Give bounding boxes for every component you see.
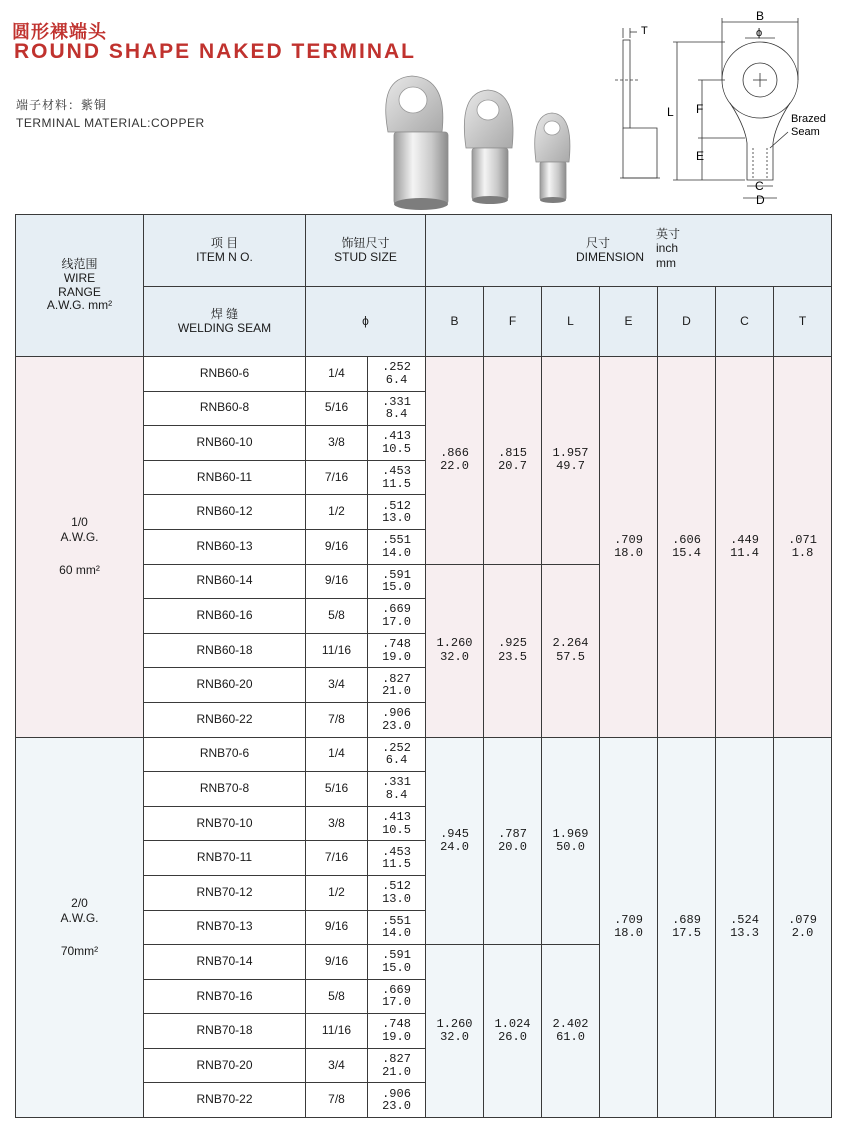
item-no-cell: RNB60-10 — [144, 426, 306, 461]
stud-size-cell: 9/16 — [306, 529, 368, 564]
title-chinese: 圆形裸端头 — [12, 22, 107, 42]
phi-value-cell: .906 23.0 — [368, 702, 426, 737]
stud-size-cell: 9/16 — [306, 564, 368, 599]
header-dimension: 尺寸 DIMENSION 英寸 inch mm — [426, 215, 832, 287]
dim-c-cell — [716, 357, 774, 738]
phi-value-cell: .906 23.0 — [368, 1083, 426, 1118]
dim-t-cell — [774, 357, 832, 738]
value-mm: 50.0 — [556, 839, 585, 854]
dim-l-cell — [542, 564, 600, 737]
stud-size-cell: 3/4 — [306, 668, 368, 703]
value-inch: 1.260 — [436, 1016, 473, 1031]
value-mm: 17.5 — [672, 926, 701, 941]
phi-value-cell: .827 21.0 — [368, 668, 426, 703]
value-mm: 20.7 — [498, 459, 527, 474]
value-inch: 1.957 — [552, 446, 589, 461]
material-chinese: 端子材料：紫铜 — [16, 98, 108, 112]
value-inch: .866 — [440, 446, 469, 461]
terminals-photo — [370, 70, 590, 215]
value-mm: 61.0 — [556, 1030, 585, 1045]
value-mm: 32.0 — [440, 649, 469, 664]
wire-range-cell: 2/0 A.W.G. 70mm² — [16, 737, 144, 1118]
value-inch: 1.260 — [436, 636, 473, 651]
dim-f-cell — [484, 357, 542, 565]
stud-size-cell: 5/16 — [306, 391, 368, 426]
value-inch: 2.264 — [552, 636, 589, 651]
item-no-cell: RNB70-6 — [144, 737, 306, 772]
item-no-cell: RNB70-18 — [144, 1014, 306, 1049]
phi-value-cell: .413 10.5 — [368, 426, 426, 461]
value-inch: .925 — [498, 636, 527, 651]
item-no-cell: RNB60-12 — [144, 495, 306, 530]
item-no-cell: RNB60-16 — [144, 599, 306, 634]
phi-value-cell: .252 6.4 — [368, 737, 426, 772]
value-mm: 32.0 — [440, 1030, 469, 1045]
dim-b-cell — [426, 564, 484, 737]
stud-size-cell: 1/2 — [306, 875, 368, 910]
stud-size-cell: 7/8 — [306, 1083, 368, 1118]
stud-size-cell: 5/8 — [306, 599, 368, 634]
value-inch: .071 — [788, 532, 817, 547]
dim-c-cell — [716, 737, 774, 1118]
item-no-cell: RNB60-14 — [144, 564, 306, 599]
stud-size-cell: 7/8 — [306, 702, 368, 737]
phi-value-cell: .252 6.4 — [368, 357, 426, 392]
header-col-d: D — [658, 287, 716, 357]
stud-size-cell: 3/4 — [306, 1048, 368, 1083]
header-col-t: T — [774, 287, 832, 357]
value-mm: 13.3 — [730, 926, 759, 941]
item-no-cell: RNB60-20 — [144, 668, 306, 703]
value-inch: 1.969 — [552, 826, 589, 841]
stud-size-cell: 3/8 — [306, 426, 368, 461]
phi-value-cell: .413 10.5 — [368, 806, 426, 841]
value-inch: .449 — [730, 532, 759, 547]
stud-size-cell: 1/2 — [306, 495, 368, 530]
phi-value-cell: .591 15.0 — [368, 564, 426, 599]
value-mm: 22.0 — [440, 459, 469, 474]
phi-value-cell: .512 13.0 — [368, 495, 426, 530]
phi-value-cell: .591 15.0 — [368, 945, 426, 980]
stud-size-cell: 5/8 — [306, 979, 368, 1014]
label-c: C — [755, 179, 764, 193]
value-inch: .709 — [614, 913, 643, 928]
dim-l-cell — [542, 737, 600, 945]
header-col-f: F — [484, 287, 542, 357]
dim-b-cell — [426, 357, 484, 565]
stud-size-cell: 9/16 — [306, 945, 368, 980]
value-mm: 15.4 — [672, 545, 701, 560]
phi-value-cell: .512 13.0 — [368, 875, 426, 910]
value-inch: .689 — [672, 913, 701, 928]
dim-f-cell — [484, 564, 542, 737]
value-mm: 24.0 — [440, 839, 469, 854]
header-phi: ϕ — [306, 287, 426, 357]
stud-size-cell: 9/16 — [306, 910, 368, 945]
page-title: ROUND SHAPE NAKED TERMINAL — [14, 40, 417, 63]
value-inch: .709 — [614, 532, 643, 547]
label-t: T — [641, 25, 648, 37]
stud-size-cell: 5/16 — [306, 772, 368, 807]
small-terminal — [535, 113, 570, 203]
phi-value-cell: .331 8.4 — [368, 772, 426, 807]
value-inch: 1.024 — [494, 1016, 531, 1031]
label-phi: ϕ — [756, 27, 763, 39]
value-mm: 18.0 — [614, 926, 643, 941]
value-inch: 2.402 — [552, 1016, 589, 1031]
dim-b-cell — [426, 945, 484, 1118]
label-b: B — [756, 9, 765, 23]
phi-value-cell: .669 17.0 — [368, 979, 426, 1014]
dim-e-cell — [600, 357, 658, 738]
dim-d-cell — [658, 357, 716, 738]
header-welding-seam: 焊 缝 WELDING SEAM — [144, 287, 306, 357]
item-no-cell: RNB70-10 — [144, 806, 306, 841]
value-mm: 18.0 — [614, 545, 643, 560]
dim-l-cell — [542, 945, 600, 1118]
item-no-cell: RNB60-11 — [144, 460, 306, 495]
table-row — [16, 737, 832, 772]
phi-value-cell: .331 8.4 — [368, 391, 426, 426]
value-mm: 11.4 — [730, 545, 759, 560]
phi-value-cell: .748 19.0 — [368, 1014, 426, 1049]
label-d: D — [756, 193, 765, 207]
dim-l-cell — [542, 357, 600, 565]
item-no-cell: RNB60-13 — [144, 529, 306, 564]
header-col-b: B — [426, 287, 484, 357]
wire-range-cell: 1/0 A.W.G. 60 mm² — [16, 357, 144, 738]
label-f: F — [696, 102, 704, 116]
item-no-cell: RNB60-8 — [144, 391, 306, 426]
item-no-cell: RNB60-22 — [144, 702, 306, 737]
label-e: E — [696, 149, 705, 163]
item-no-cell: RNB70-8 — [144, 772, 306, 807]
dim-f-cell — [484, 737, 542, 945]
value-mm: 20.0 — [498, 839, 527, 854]
dim-d-cell — [658, 737, 716, 1118]
value-mm: 26.0 — [498, 1030, 527, 1045]
label-l: L — [667, 105, 674, 119]
label-brazed: Brazed — [791, 113, 826, 125]
table-row — [16, 357, 832, 392]
material-english: TERMINAL MATERIAL:COPPER — [16, 116, 205, 130]
item-no-cell: RNB60-18 — [144, 633, 306, 668]
value-mm: 1.8 — [791, 545, 814, 560]
dim-t-cell — [774, 737, 832, 1118]
header-item-no: 项 目 ITEM N O. — [144, 215, 306, 287]
header-col-e: E — [600, 287, 658, 357]
phi-value-cell: .453 11.5 — [368, 841, 426, 876]
header-col-l: L — [542, 287, 600, 357]
stud-size-cell: 7/16 — [306, 460, 368, 495]
medium-terminal — [464, 90, 513, 204]
header-stud-size: 饰钮尺寸 STUD SIZE — [306, 215, 426, 287]
header-wire-range: 线范围 WIRE RANGE A.W.G. mm² — [16, 215, 144, 357]
item-no-cell: RNB70-14 — [144, 945, 306, 980]
item-no-cell: RNB70-16 — [144, 979, 306, 1014]
stud-size-cell: 1/4 — [306, 737, 368, 772]
item-no-cell: RNB70-13 — [144, 910, 306, 945]
spec-table — [15, 214, 832, 1118]
dimension-drawing — [605, 8, 845, 208]
value-inch: .524 — [730, 913, 759, 928]
phi-value-cell: .748 19.0 — [368, 633, 426, 668]
large-terminal — [386, 76, 448, 210]
value-mm: 57.5 — [556, 649, 585, 664]
item-no-cell: RNB60-6 — [144, 357, 306, 392]
value-inch: .079 — [788, 913, 817, 928]
value-inch: .815 — [498, 446, 527, 461]
value-mm: 23.5 — [498, 649, 527, 664]
phi-value-cell: .669 17.0 — [368, 599, 426, 634]
stud-size-cell: 1/4 — [306, 357, 368, 392]
stud-size-cell: 7/16 — [306, 841, 368, 876]
value-mm: 49.7 — [556, 459, 585, 474]
item-no-cell: RNB70-11 — [144, 841, 306, 876]
item-no-cell: RNB70-12 — [144, 875, 306, 910]
stud-size-cell: 11/16 — [306, 1014, 368, 1049]
value-inch: .606 — [672, 532, 701, 547]
item-no-cell: RNB70-22 — [144, 1083, 306, 1118]
phi-value-cell: .551 14.0 — [368, 529, 426, 564]
dim-e-cell — [600, 737, 658, 1118]
phi-value-cell: .453 11.5 — [368, 460, 426, 495]
dim-b-cell — [426, 737, 484, 945]
value-inch: .787 — [498, 826, 527, 841]
value-mm: 2.0 — [791, 926, 814, 941]
header-col-c: C — [716, 287, 774, 357]
label-seam: Seam — [791, 126, 820, 138]
phi-value-cell: .551 14.0 — [368, 910, 426, 945]
stud-size-cell: 11/16 — [306, 633, 368, 668]
item-no-cell: RNB70-20 — [144, 1048, 306, 1083]
phi-value-cell: .827 21.0 — [368, 1048, 426, 1083]
value-inch: .945 — [440, 826, 469, 841]
dim-f-cell — [484, 945, 542, 1118]
stud-size-cell: 3/8 — [306, 806, 368, 841]
